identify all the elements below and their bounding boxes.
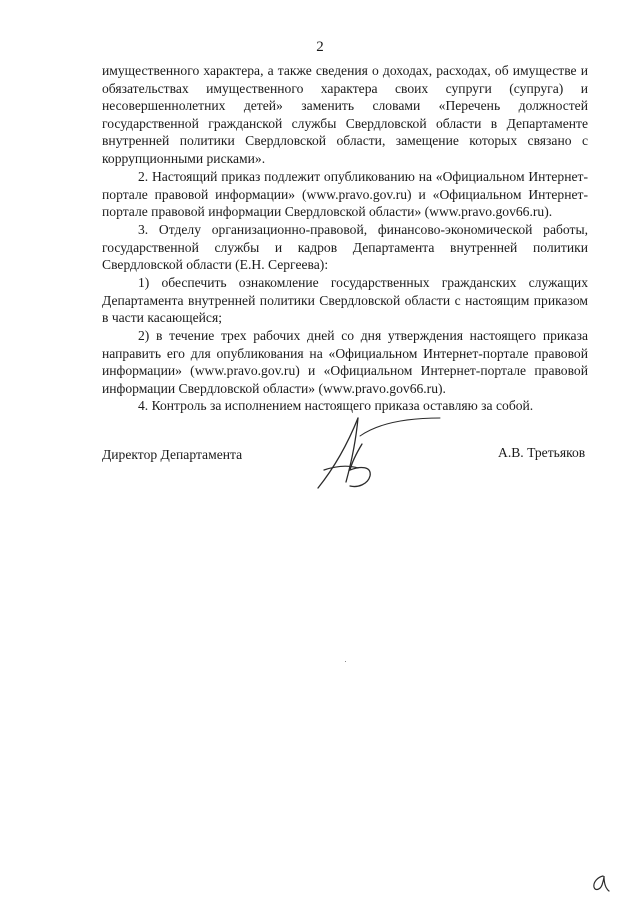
paragraph-subitem-2: 2) в течение трех рабочих дней со дня утверждения настоящего приказа направить его для опубликования на «Официальном Интернет-портале правовой информации» (www.pravo.gov.ru) и «Официальном Интернет-портале правовой информации Свердловской области» (www.pravo.gov66.ru). (102, 328, 588, 396)
paragraph-item-2: 2. Настоящий приказ подлежит опубликованию на «Официальном Интернет-портале правовой информации» (www.pravo.gov.ru) и «Официальном Интернет-портале правовой информации Свердловской области» (www.pravo.gov66.ru). (102, 169, 588, 220)
scan-speck (345, 661, 346, 662)
paragraph-continuation: имущественного характера, а также сведения о доходах, расходах, об имуществе и обязательствах имущественного характера своих супруги (супруга) и несовершеннолетних детей» заменить словами «Перечень должностей государственной гражданской службы Свердловской области в Департаменте внутренней политики Свердловской области, замещение которых связано с коррупционными рисками». (102, 63, 588, 166)
paragraph-item-3: 3. Отделу организационно-правовой, финансово-экономической работы, государственной службы и кадров Департамента внутренней политики Свердловской области (Е.Н. Сергеева): (102, 222, 588, 273)
signatory-name: А.В. Третьяков (498, 445, 586, 460)
handwritten-signature (300, 408, 450, 498)
signatory-title: Директор Департамента (102, 447, 243, 462)
page-number: 2 (316, 39, 324, 55)
paragraph-subitem-1: 1) обеспечить ознакомление государственных гражданских служащих Департамента внутренней политики Свердловской области с настоящим приказом в части касающейся; (102, 275, 588, 326)
paragraph-item-4: 4. Контроль за исполнением настоящего приказа оставляю за собой. (138, 398, 534, 413)
handwritten-mark-icon (588, 872, 612, 894)
